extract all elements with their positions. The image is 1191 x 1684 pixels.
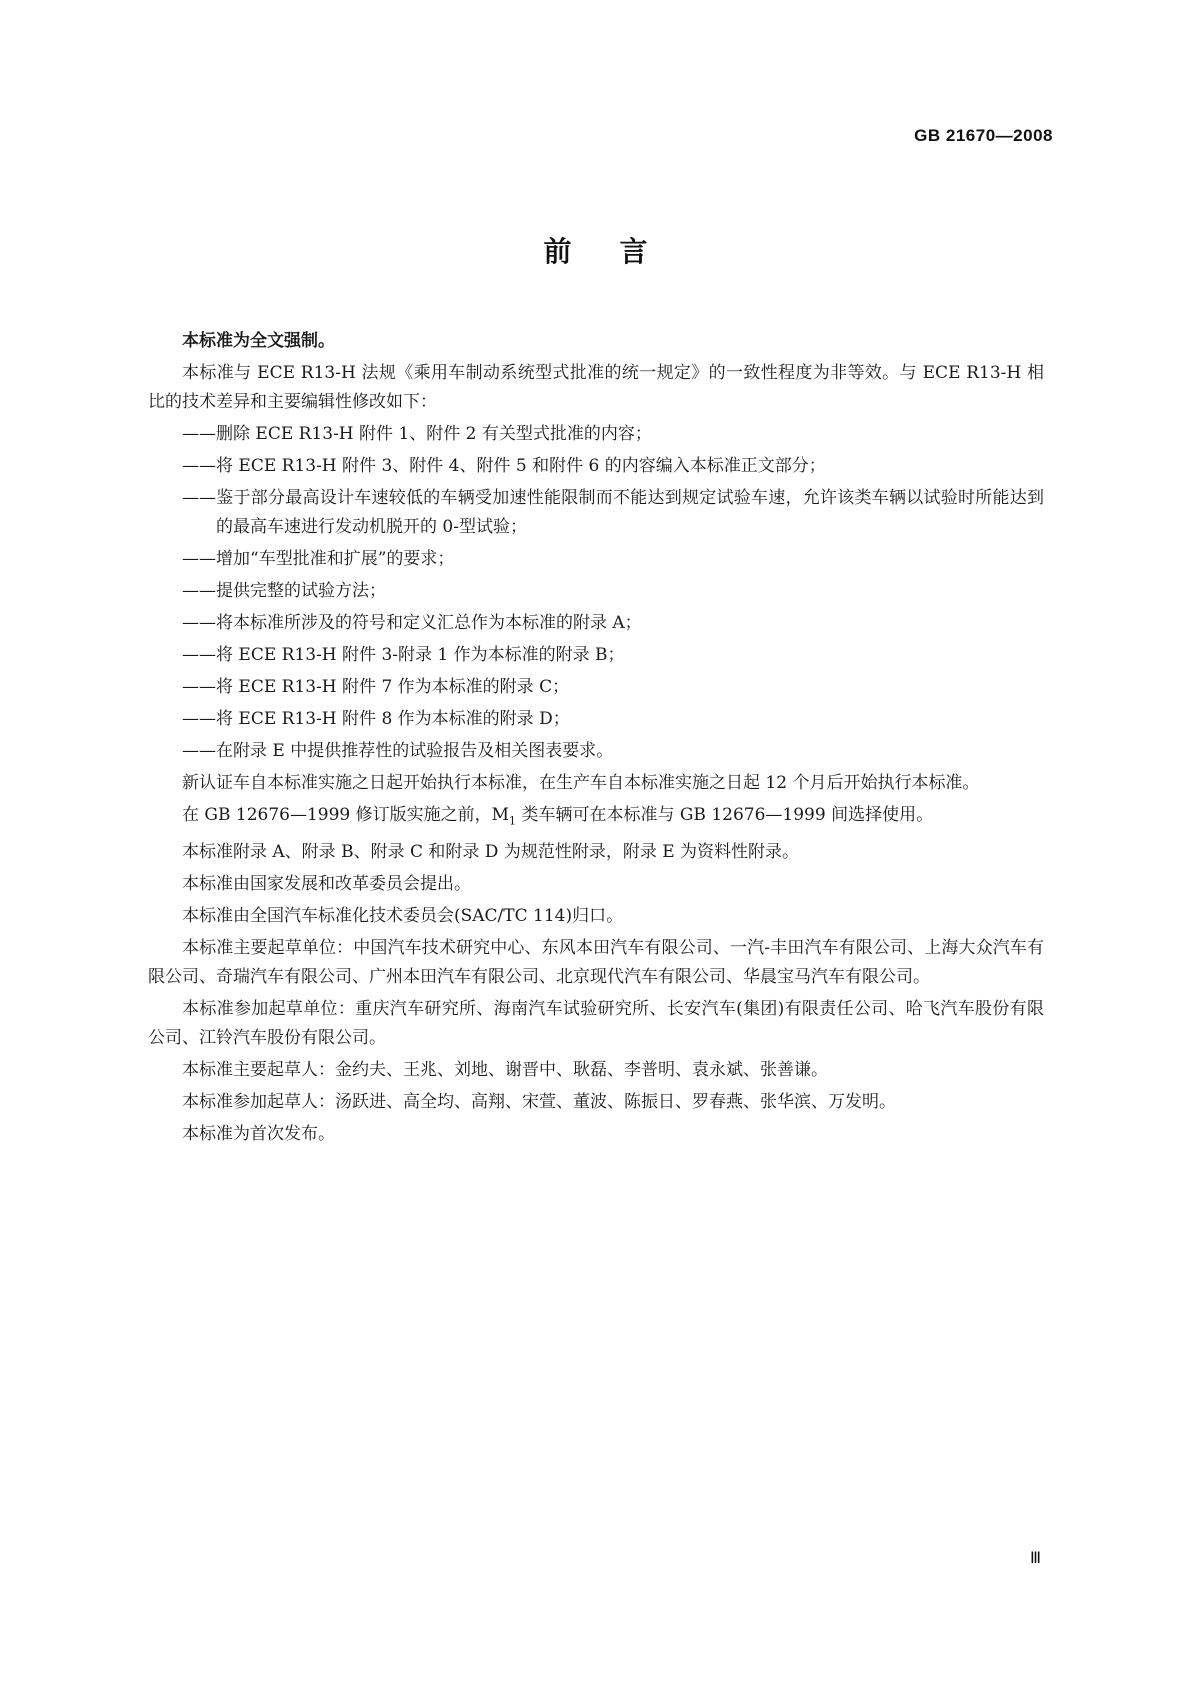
- main-drafting-units: 本标准主要起草单位：中国汽车技术研究中心、东风本田汽车有限公司、一汽-丰田汽车有限公司、上海大众汽车有限公司、奇瑞汽车有限公司、广州本田汽车有限公司、北京现代汽车有限公司、华晨宝马汽车有限公司。: [148, 938, 1044, 988]
- document-body: [148, 327, 1044, 1152]
- transition-text-before: 在 GB 12676—1999 修订版实施之前，M: [182, 805, 510, 825]
- participating-drafters: 本标准参加起草人：汤跃进、高全均、高翔、宋萱、董波、陈振日、罗春燕、张华滨、万发明。: [182, 1092, 896, 1113]
- difference-item: ——在附录 E 中提供推荐性的试验报告及相关图表要求。: [182, 741, 614, 761]
- difference-item: ——将本标准所涉及的符号和定义汇总作为本标准的附录 A；: [182, 613, 642, 633]
- difference-item: ——将 ECE R13-H 附件 3、附件 4、附件 5 和附件 6 的内容编入本标准正文部分；: [182, 456, 826, 476]
- difference-item: ——将 ECE R13-H 附件 8 作为本标准的附录 D；: [182, 709, 570, 729]
- difference-item: ——将 ECE R13-H 附件 7 作为本标准的附录 C；: [182, 677, 570, 697]
- transition-text-after: 类车辆可在本标准与 GB 12676—1999 间选择使用。: [516, 805, 934, 825]
- vehicle-category-subscript: 1: [509, 814, 517, 828]
- standard-code: GB 21670—2008: [914, 126, 1053, 145]
- difference-item: ——增加“车型批准和扩展”的要求；: [182, 549, 455, 569]
- mandatory-statement: 本标准为全文强制。: [182, 331, 335, 351]
- transition-statement: [148, 801, 1044, 835]
- main-drafters: 本标准主要起草人：金约夫、王兆、刘地、谢晋中、耿磊、李普明、袁永斌、张善谦。: [182, 1060, 828, 1081]
- difference-item: ——提供完整的试验方法；: [182, 581, 386, 601]
- difference-item: ——将 ECE R13-H 附件 3-附录 1 作为本标准的附录 B；: [182, 645, 625, 665]
- proposer-statement: 本标准由国家发展和改革委员会提出。: [182, 874, 471, 895]
- difference-item: ——删除 ECE R13-H 附件 1、附件 2 有关型式批准的内容；: [182, 424, 652, 444]
- first-release-statement: 本标准为首次发布。: [182, 1124, 335, 1145]
- annex-statement: 本标准附录 A、附录 B、附录 C 和附录 D 为规范性附录，附录 E 为资料性附录。: [182, 842, 800, 863]
- page-title: 前言: [543, 235, 696, 268]
- implementation-statement: 新认证车自本标准实施之日起开始执行本标准，在生产车自本标准实施之日起 12 个月后开始执行本标准。: [182, 773, 980, 793]
- difference-item: ——鉴于部分最高设计车速较低的车辆受加速性能限制而不能达到规定试验车速，允许该类车辆以试验时所能达到的最高车速进行发动机脱开的 0-型试验；: [182, 488, 1044, 537]
- participating-drafting-units: 本标准参加起草单位：重庆汽车研究所、海南汽车试验研究所、长安汽车(集团)有限责任公司、哈飞汽车股份有限公司、江铃汽车股份有限公司。: [148, 999, 1044, 1049]
- equivalence-statement: 本标准与 ECE R13-H 法规《乘用车制动系统型式批准的统一规定》的一致性程度为非等效。与 ECE R13-H 相比的技术差异和主要编辑性修改如下：: [148, 363, 1044, 412]
- page-number: Ⅲ: [1029, 1550, 1041, 1567]
- centralized-statement: 本标准由全国汽车标准化技术委员会(SAC/TC 114)归口。: [182, 906, 624, 927]
